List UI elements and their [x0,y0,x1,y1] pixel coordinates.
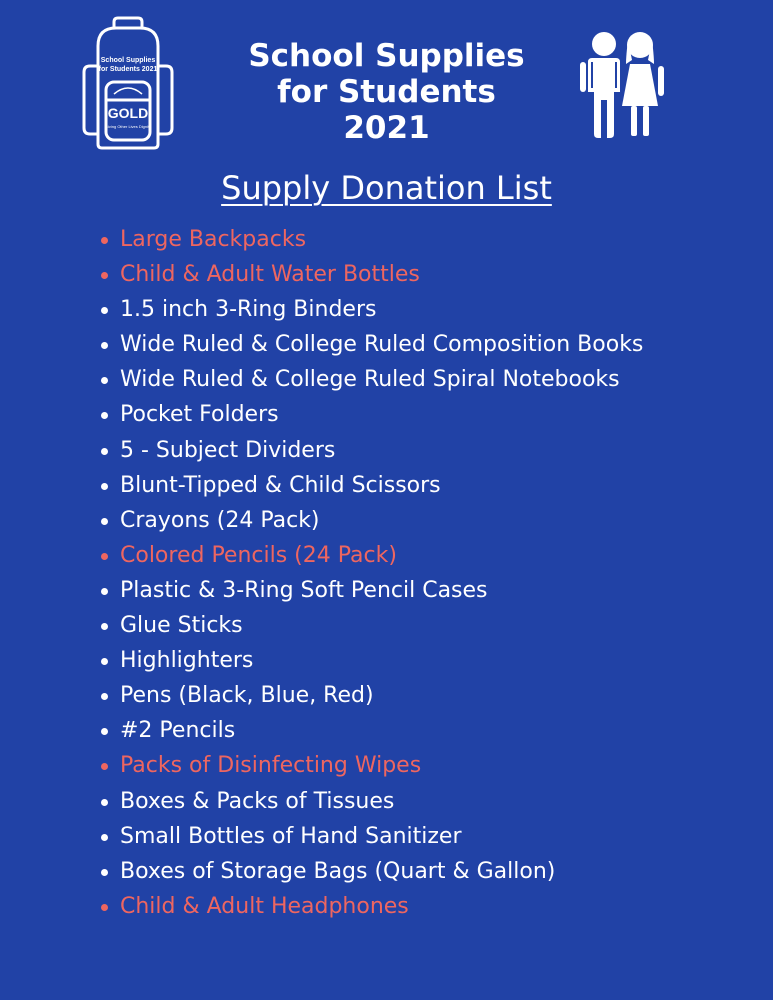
list-item: Plastic & 3-Ring Soft Pencil Cases [120,573,643,608]
list-item: #2 Pencils [120,713,643,748]
supply-list [120,222,643,924]
logo-badge-text: GOLD [107,105,149,121]
logo-line-1: School Supplies [100,57,156,64]
list-item: Large Backpacks [120,222,643,257]
title-line-2: for Students [277,74,496,110]
list-item: Small Bottles of Hand Sanitizer [120,819,643,854]
list-item: Wide Ruled & College Ruled Spiral Notebooks [120,362,643,397]
list-item: Child & Adult Headphones [120,889,643,924]
list-item: Pocket Folders [120,397,643,432]
list-item: Pens (Black, Blue, Red) [120,678,643,713]
logo-line-2: for Students 2021 [98,66,158,73]
list-item: Wide Ruled & College Ruled Composition Books [120,327,643,362]
page-title [200,38,573,146]
students-icon [576,30,668,138]
list-item: Boxes of Storage Bags (Quart & Gallon) [120,854,643,889]
list-item: Blunt-Tipped & Child Scissors [120,468,643,503]
list-item: Boxes & Packs of Tissues [120,784,643,819]
list-item: Crayons (24 Pack) [120,503,643,538]
logo-badge-tagline: Giving Other Lives Dignity [104,124,152,129]
list-item: Child & Adult Water Bottles [120,257,643,292]
title-line-1: School Supplies [248,38,525,74]
list-item: Highlighters [120,643,643,678]
list-item: Packs of Disinfecting Wipes [120,748,643,783]
list-heading: Supply Donation List [221,169,552,207]
backpack-logo-icon [76,16,180,152]
list-item: 1.5 inch 3-Ring Binders [120,292,643,327]
title-line-3: 2021 [343,110,430,146]
list-item: Glue Sticks [120,608,643,643]
list-item: 5 - Subject Dividers [120,433,643,468]
list-item: Colored Pencils (24 Pack) [120,538,643,573]
